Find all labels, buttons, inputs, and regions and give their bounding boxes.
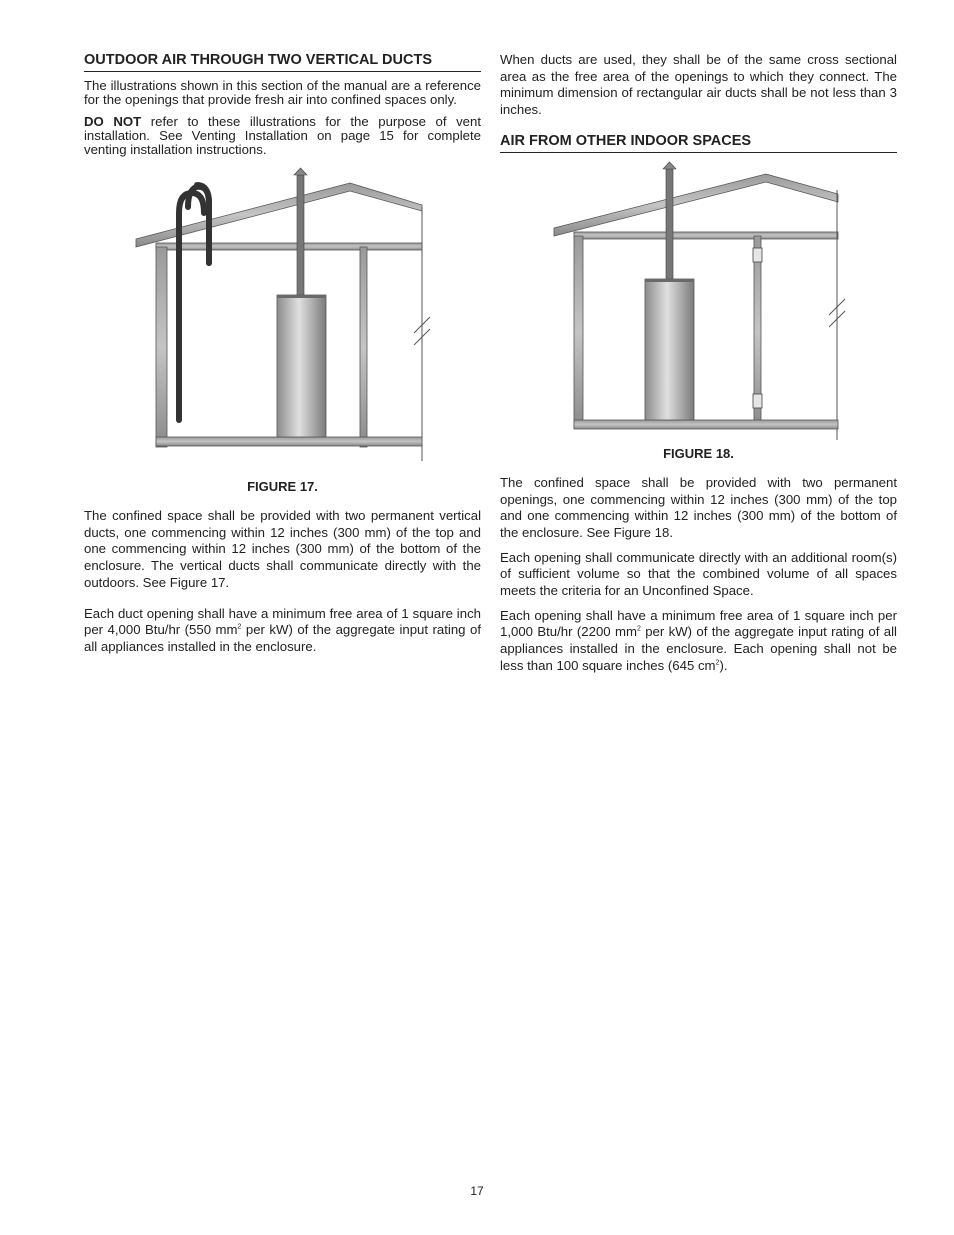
figure-17 (84, 165, 481, 494)
figure-17-caption: FIGURE 17. (247, 479, 318, 494)
warning-emphasis: DO NOT (84, 114, 142, 129)
lower-opening (753, 394, 762, 408)
opening-free-area-paragraph: Each opening shall have a minimum free area of 1 square inch per 1,000 Btu/hr (2200 $mm^2$ per kW) of the aggregate input rating of all appliances installed in the enclosure. Each opening shall not be less than 100 square inches (645 $cm^2$). (500, 607, 897, 673)
ducts-cross-section-paragraph: When ducts are used, they shall be of the same cross sectional area as the free area of the openings to which they connect. The minimum dimension of rectangular air ducts shall be not less than 3 inches. (500, 52, 897, 118)
section-heading-vertical-ducts: OUTDOOR AIR THROUGH TWO VERTICAL DUCTS (84, 52, 481, 72)
figure-18 (500, 160, 897, 461)
ceiling-joist (156, 243, 422, 250)
floor-joist (156, 437, 422, 446)
figure-17-illustration (84, 165, 481, 465)
water-heater (277, 295, 326, 437)
roof-framing (554, 174, 838, 236)
warning-paragraph (84, 115, 481, 157)
figure-18-caption: FIGURE 18. (663, 445, 734, 461)
upper-opening (753, 248, 762, 262)
additional-room-paragraph: Each opening shall communicate directly with an additional room(s) of sufficient volume so that the combined volume of all spaces meets the criteria for an Unconfined Space. (500, 549, 897, 599)
floor-joist (574, 420, 838, 429)
right-wall-stud (360, 247, 367, 447)
duct-free-area-paragraph: Each duct opening shall have a minimum free area of 1 square inch per 4,000 Btu/hr (550 $mm^2$ per kW) of the aggregate input rating of all appliances installed in the enclosure. (84, 605, 481, 654)
left-wall-stud (156, 247, 167, 447)
figure-18-illustration (500, 160, 897, 440)
vertical-ducts-paragraph: The confined space shall be provided with two permanent vertical ducts, one commencing within 12 inches (300 mm) of the top and one commencing within 12 inches (300 mm) of the bottom of the enclosure. The vertical ducts shall communicate directly with the outdoors. See Figure 17. (84, 508, 481, 590)
vent-pipe (294, 168, 307, 297)
intro-paragraph: The illustrations shown in this section of the manual are a reference for the openings that provide fresh air into confined spaces only. (84, 78, 481, 107)
left-column (84, 52, 481, 664)
ceiling-joist (574, 232, 838, 239)
warning-text: refer to these illustrations for the purpose of vent installation. See Venting Installation on page 15 for complete venting installation instructions. (84, 114, 481, 157)
openings-paragraph: The confined space shall be provided with two permanent openings, one commencing within 12 inches (300 mm) of the top and one commencing within 12 inches (300 mm) of the bottom of the enclosure. See Figure 18. (500, 474, 897, 540)
section-heading-indoor-spaces: AIR FROM OTHER INDOOR SPACES (500, 133, 897, 153)
left-wall-stud (574, 236, 583, 428)
page-number: 17 (470, 1184, 484, 1198)
vent-pipe (663, 162, 676, 281)
right-column (500, 52, 897, 683)
water-heater (645, 279, 694, 420)
